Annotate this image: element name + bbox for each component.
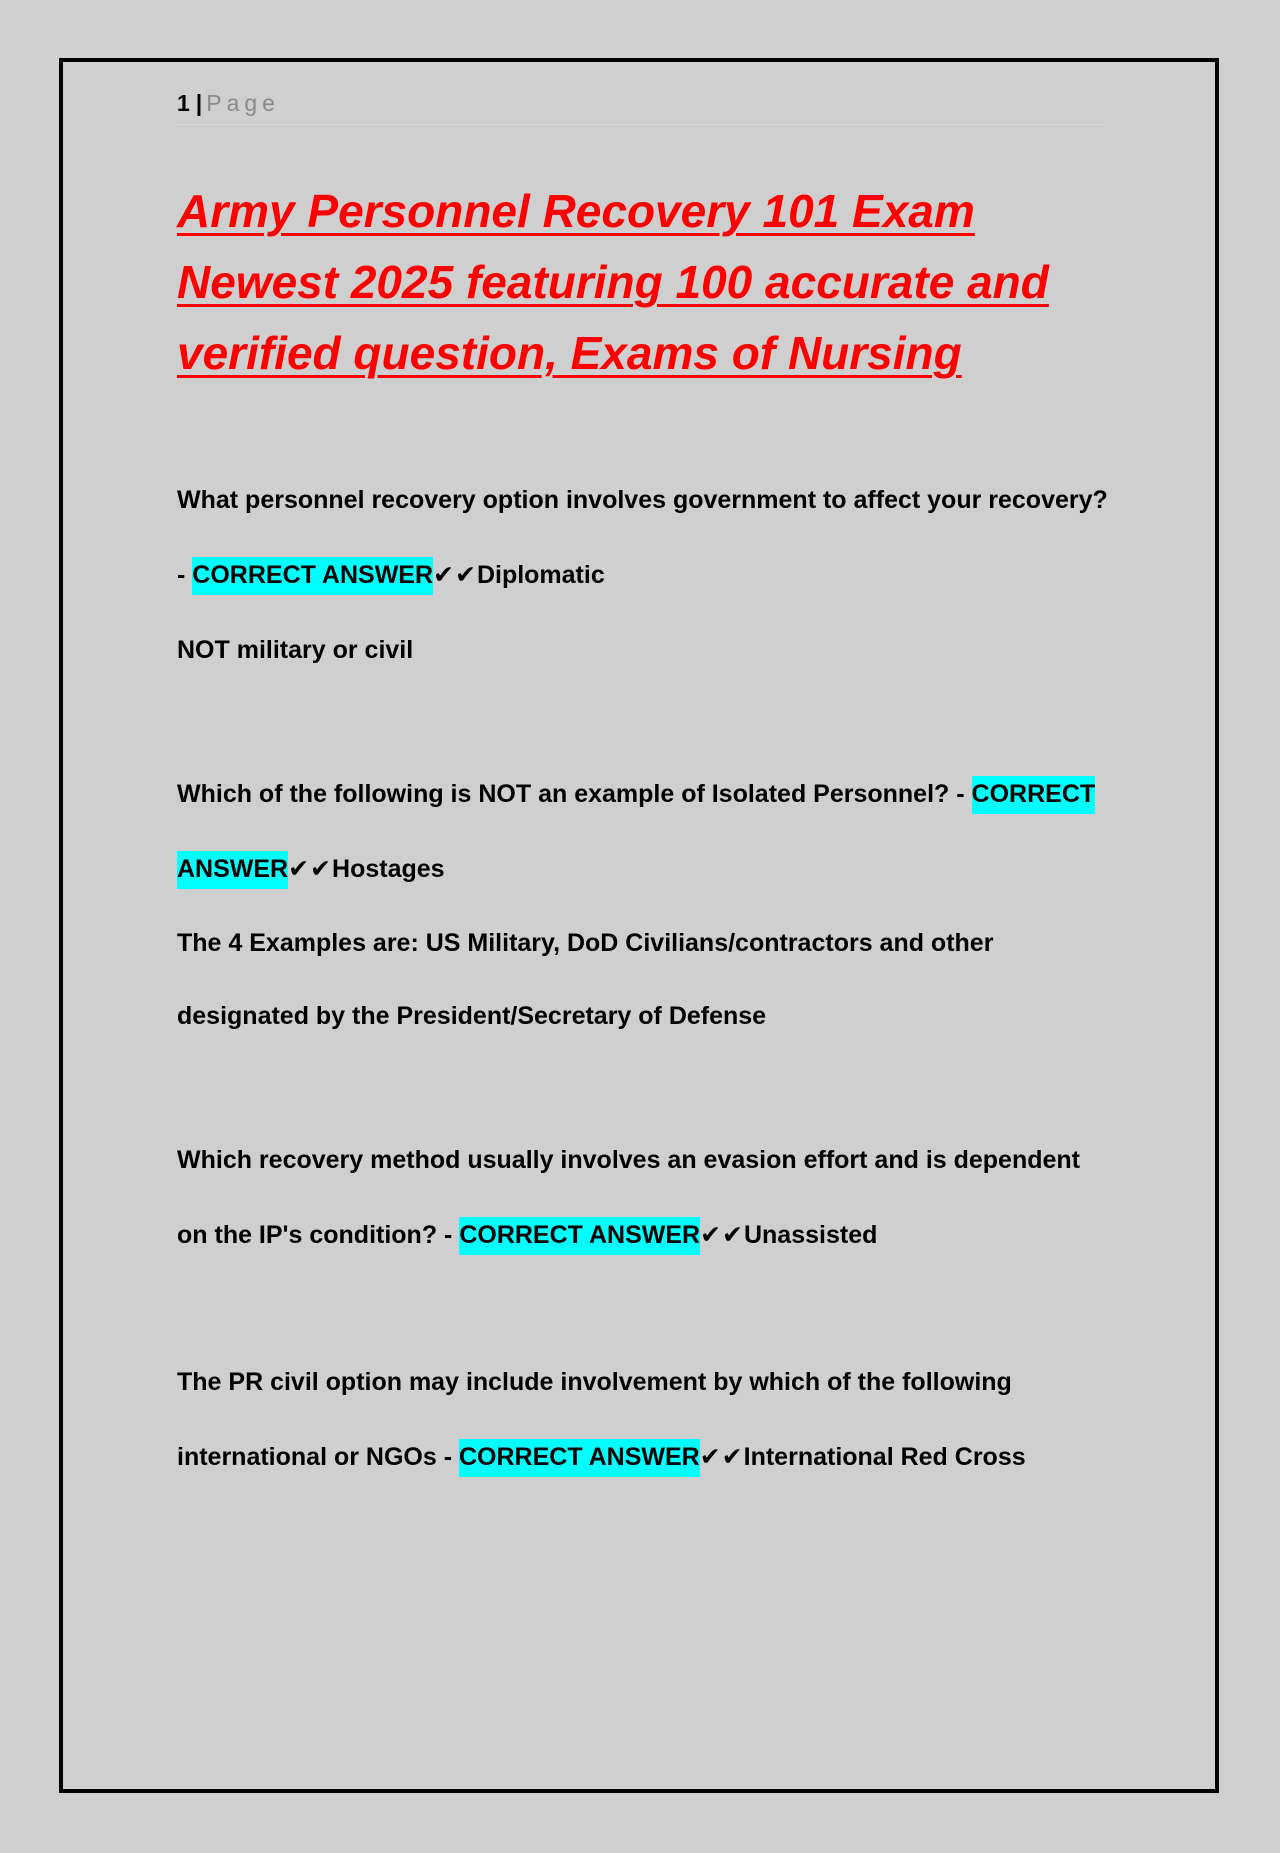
question-block-1 [177,463,1117,688]
question-4: The PR civil option may include involvement by which of the following international or NGOs - [177,1368,1012,1471]
question-2: Which of the following is NOT an example of Isolated Personnel? - [177,780,965,808]
question-1: What personnel recovery option involves government to affect your recovery? - [177,486,1108,589]
page-number: 1 [177,90,190,116]
checkmark-icon: ✔✔ [700,1221,744,1249]
question-text-2 [177,757,1117,907]
note-1: NOT military or civil [177,636,414,664]
correct-answer-label-3: CORRECT ANSWER [459,1217,700,1255]
checkmark-icon: ✔✔ [288,855,333,883]
answer-2: Hostages [332,855,445,883]
document-title: Army Personnel Recovery 101 Exam Newest 2025 featuring 100 accurate and verified question, Exams of Nursing [177,185,1049,379]
answer-1: Diplomatic [476,561,605,589]
note-2-line-2: designated by the President/Secretary of Defense [177,1002,767,1030]
correct-answer-label-1: CORRECT ANSWER [192,557,433,595]
question-text-4 [177,1345,1117,1495]
checkmark-icon: ✔✔ [433,561,477,589]
question-text-1 [177,463,1117,613]
page-label: Page [206,90,280,116]
question-block-4 [177,1345,1117,1495]
answer-4: International Red Cross [743,1443,1026,1471]
note-2-line-1: The 4 Examples are: US Military, DoD Civilians/contractors and other [177,929,994,957]
question-block-3 [177,1123,1117,1273]
header-separator: | [195,90,203,116]
correct-answer-label-4: CORRECT ANSWER [459,1439,700,1477]
correct-answer-label-2a: CORRECT [972,776,1096,814]
question-block-2 [177,757,1117,1053]
question-3: Which recovery method usually involves an evasion effort and is dependent on the IP's condition? - [177,1146,1081,1249]
question-text-3 [177,1123,1117,1273]
page-header [177,90,1105,125]
correct-answer-label-2b: ANSWER [177,851,288,889]
answer-3: Unassisted [743,1221,878,1249]
checkmark-icon: ✔✔ [699,1443,744,1471]
